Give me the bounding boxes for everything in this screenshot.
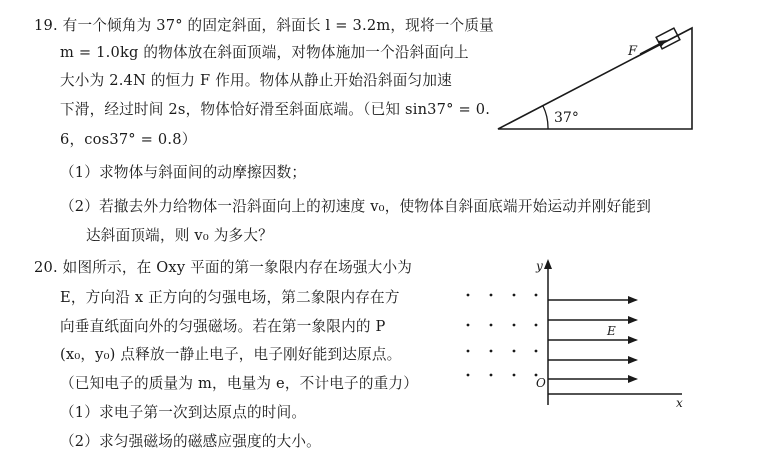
q20-line-4: (x₀，y₀) 点释放一静止电子，电子刚好能到达原点。: [60, 346, 402, 363]
q20-line-5: （已知电子的质量为 m，电量为 e，不计电子的重力）: [60, 375, 419, 392]
q19-subq-2-cont: 达斜面顶端，则 v₀ 为多大？: [86, 227, 273, 244]
q19-line-1: 19. 有一个倾角为 37° 的固定斜面，斜面长 l = 3.2m，现将一个质量: [34, 17, 494, 34]
q20-subq-2: （2）求匀强磁场的磁感应强度的大小。: [60, 433, 321, 450]
field-label: E: [607, 324, 616, 338]
q20-subq-1: （1）求电子第一次到达原点的时间。: [60, 404, 307, 421]
force-label: F: [628, 44, 638, 59]
q19-line-3: 大小为 2.4N 的恒力 F 作用。物体从静止开始沿斜面匀加速: [60, 72, 452, 89]
origin-label: O: [536, 376, 546, 390]
x-axis-label: x: [676, 396, 683, 410]
q19-line-4: 下滑，经过时间 2s，物体恰好滑至斜面底端。（已知 sin37° = 0.: [60, 101, 491, 118]
incline-figure: [490, 14, 700, 134]
q20-line-3: 向垂直纸面向外的匀强磁场。若在第一象限内的 P: [60, 318, 386, 335]
y-axis-label: y: [536, 259, 543, 273]
block: [656, 28, 680, 49]
q20-line-2: E，方向沿 x 正方向的匀强电场，第二象限内存在方: [60, 289, 400, 306]
angle-label: 37°: [554, 110, 579, 126]
force-arrow-head: [658, 40, 667, 47]
q19-subq-2: （2）若撤去外力给物体一沿斜面向上的初速度 v₀，使物体自斜面底端开始运动并刚好能到: [60, 198, 651, 215]
q19-line-2: m = 1.0kg 的物体放在斜面顶端，对物体施加一个沿斜面向上: [60, 44, 469, 61]
q19-line-5: 6，cos37° = 0.8）: [60, 131, 197, 148]
magnetic-field-dots: [467, 294, 538, 377]
angle-arc: [543, 106, 548, 129]
q19-subq-1: （1）求物体与斜面间的动摩擦因数；: [60, 164, 307, 181]
electric-field-arrows: [548, 296, 638, 383]
q20-line-1: 20. 如图所示，在 Oxy 平面的第一象限内存在场强大小为: [34, 259, 413, 276]
field-figure: [450, 255, 700, 415]
y-axis-arrow: [544, 259, 552, 269]
